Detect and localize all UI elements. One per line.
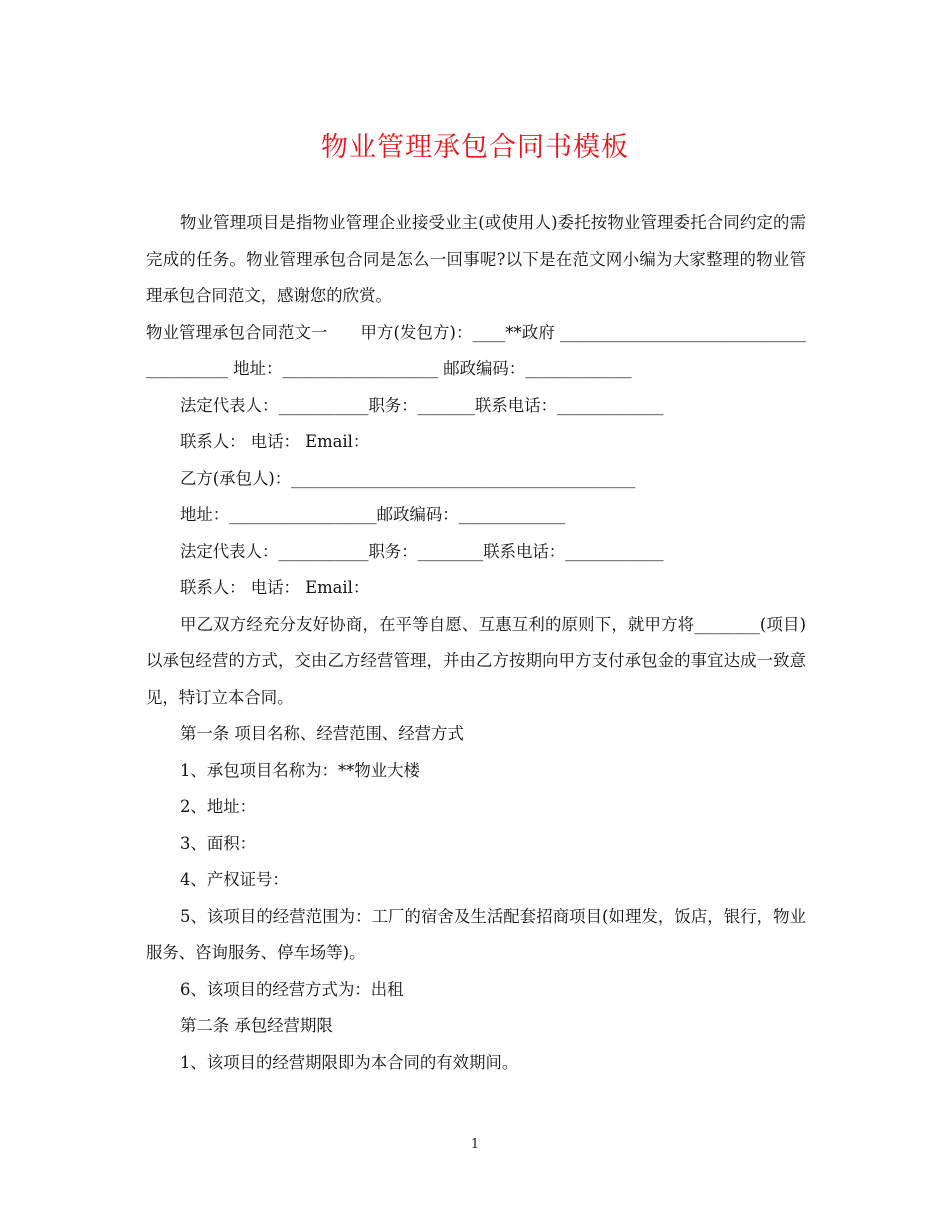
party-b-name: 乙方(承包人)：__________________________________________ (180, 468, 636, 488)
article-one-item: 5、该项目的经营范围为：工厂的宿舍及生活配套招商项目(如理发，饭店，银行，物业服务、咨询服务、停车场等)。 (146, 906, 806, 962)
article-one-item: 2、地址： (180, 797, 256, 816)
article-one-item: 6、该项目的经营方式为：出租 (180, 979, 404, 999)
article-two-item: 1、该项目的经营期限即为本合同的有效期间。 (180, 1052, 519, 1072)
article-two-heading: 第二条 承包经营期限 (180, 1016, 333, 1035)
party-a-contact: 联系人： 电话： Email： (180, 432, 370, 451)
intro-paragraph: 物业管理项目是指物业管理企业接受业主(或使用人)委托按物业管理委托合同约定的需完成的任务。物业管理承包合同是怎么一回事呢?以下是在范文网小编为大家整理的物业管理承包合同范文，感谢您的欣赏。 (146, 213, 806, 305)
party-b-representative: 法定代表人：___________职务：________联系电话：____________ (180, 541, 664, 561)
article-one-heading: 第一条 项目名称、经营范围、经营方式 (180, 724, 464, 743)
article-one-item: 3、面积： (180, 833, 256, 853)
article-one-item: 1、承包项目名称为：**物业大楼 (180, 760, 420, 780)
agreement-paragraph: 甲乙双方经充分友好协商，在平等自愿、互惠互利的原则下，就甲方将________(项目)以承包经营的方式，交由乙方经营管理，并由乙方按期向甲方支付承包金的事宜达成一致意见，特订立本合同。 (146, 614, 806, 707)
document-title: 物业管理承包合同书模板 (321, 132, 629, 163)
party-b-address: 地址：__________________邮政编码：_____________ (180, 505, 566, 524)
page-number: 1 (470, 1137, 480, 1152)
article-one-item: 4、产权证号： (180, 870, 289, 889)
party-b-contact: 联系人： 电话： Email： (180, 578, 370, 597)
party-a-paragraph: 物业管理承包合同范文一 甲方(发包方)：____**政府 ________________________________________ 地址：___________________ 邮政编码：_____________ (146, 322, 806, 378)
party-a-representative: 法定代表人：___________职务：_______联系电话：_____________ (180, 395, 664, 415)
document-body (146, 205, 806, 1081)
